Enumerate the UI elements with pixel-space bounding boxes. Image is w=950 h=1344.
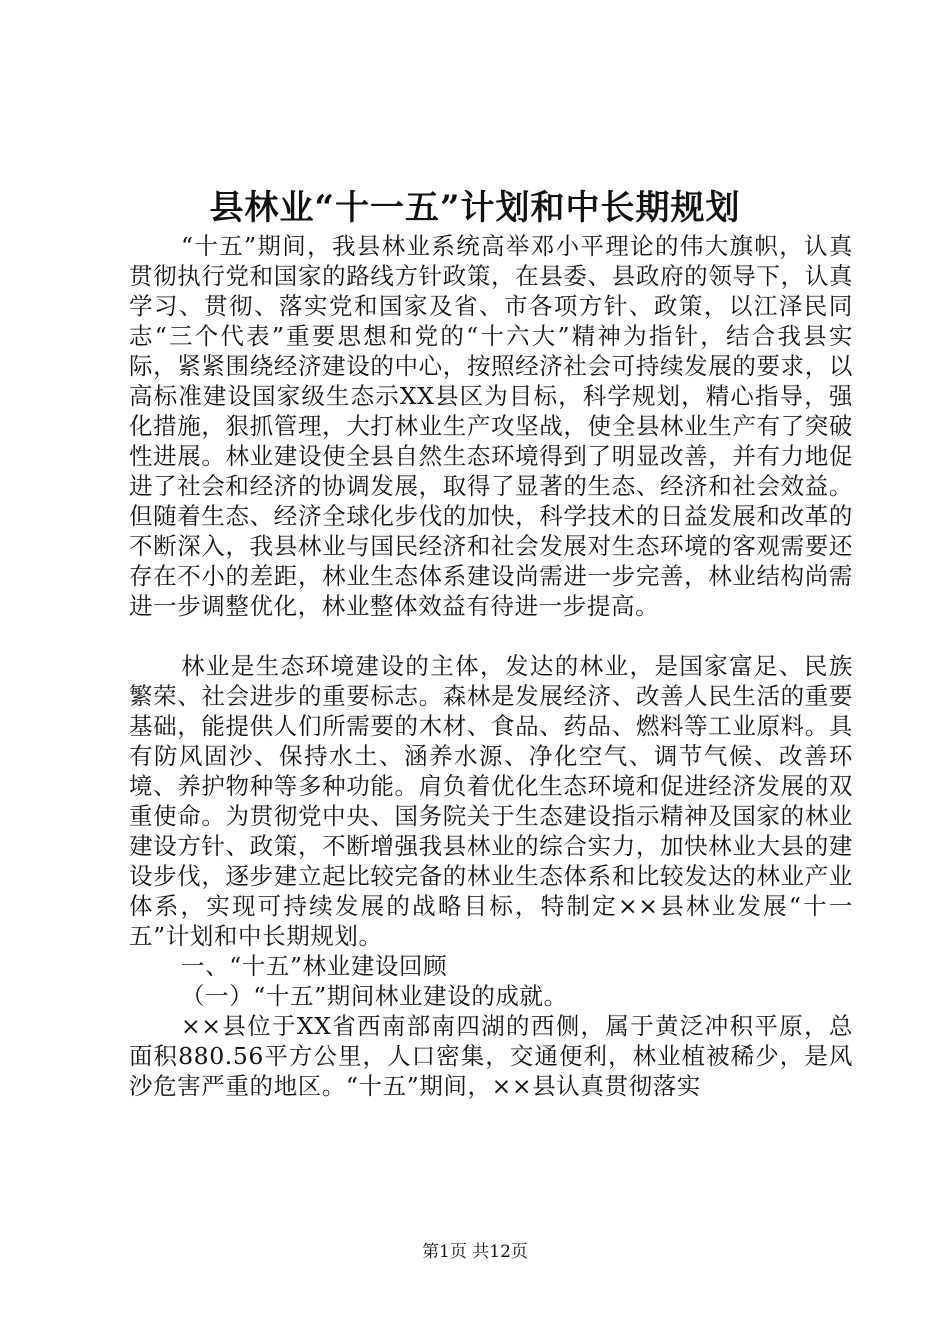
document-title: 县林业“十一五”计划和中长期规划: [209, 188, 741, 228]
paragraph-gap: [129, 621, 853, 651]
paragraph-forestry-role: 林业是生态环境建设的主体，发达的林业，是国家富足、民族繁荣、社会进步的重要标志。森林是发展经济、改善人民生活的重要基础，能提供人们所需要的木材、食品、药品、燃料等工业原料。具有防风固沙、保持水土、涵养水源、净化空气、调节气候、改善环境、养护物种等多种功能。肩负着优化生态环境和促进经济发展的双重使命。为贯彻党中央、国务院关于生态建设指示精神及国家的林业建设方针、政策，不断增强我县林业的综合实力，加快林业大县的建设步伐，逐步建立起比较完备的林业生态体系和比较发达的林业产业体系，实现可持续发展的战略目标，特制定××县林业发展“十一五”计划和中长期规划。: [129, 652, 853, 950]
section-heading-review: 一、“十五”林业建设回顾: [181, 952, 448, 980]
paragraph-county-overview: ××县位于XX省西南部南四湖的西侧，属于黄泛冲积平原，总面积880.56平方公里，人口密集，交通便利，林业植被稀少，是风沙危害严重的地区。“十五”期间，××县认真贯彻落实: [129, 1012, 853, 1100]
subsection-heading-achievements: （一）“十五”期间林业建设的成就。: [181, 982, 568, 1010]
page-footer: 第1页 共12页: [422, 1242, 528, 1262]
paragraph-intro: “十五”期间，我县林业系统高举邓小平理论的伟大旗帜，认真贯彻执行党和国家的路线方针政策，在县委、县政府的领导下，认真学习、贯彻、落实党和国家及省、市各项方针、政策，以江泽民同志“三个代表”重要思想和党的“十六大”精神为指针，结合我县实际，紧紧围绕经济建设的中心，按照经济社会可持续发展的要求，以高标准建设国家级生态示XX县区为目标，科学规划，精心指导，强化措施，狠抓管理，大打林业生产攻坚战，使全县林业生产有了突破性进展。林业建设使全县自然生态环境得到了明显改善，并有力地促进了社会和经济的协调发展，取得了显著的生态、经济和社会效益。但随着生态、经济全球化步伐的加快，科学技术的日益发展和改革的不断深入，我县林业与国民经济和社会发展对生态环境的客观需要还存在不小的差距，林业生态体系建设尚需进一步完善，林业结构尚需进一步调整优化，林业整体效益有待进一步提高。: [129, 232, 853, 620]
document-body: [129, 231, 853, 1101]
